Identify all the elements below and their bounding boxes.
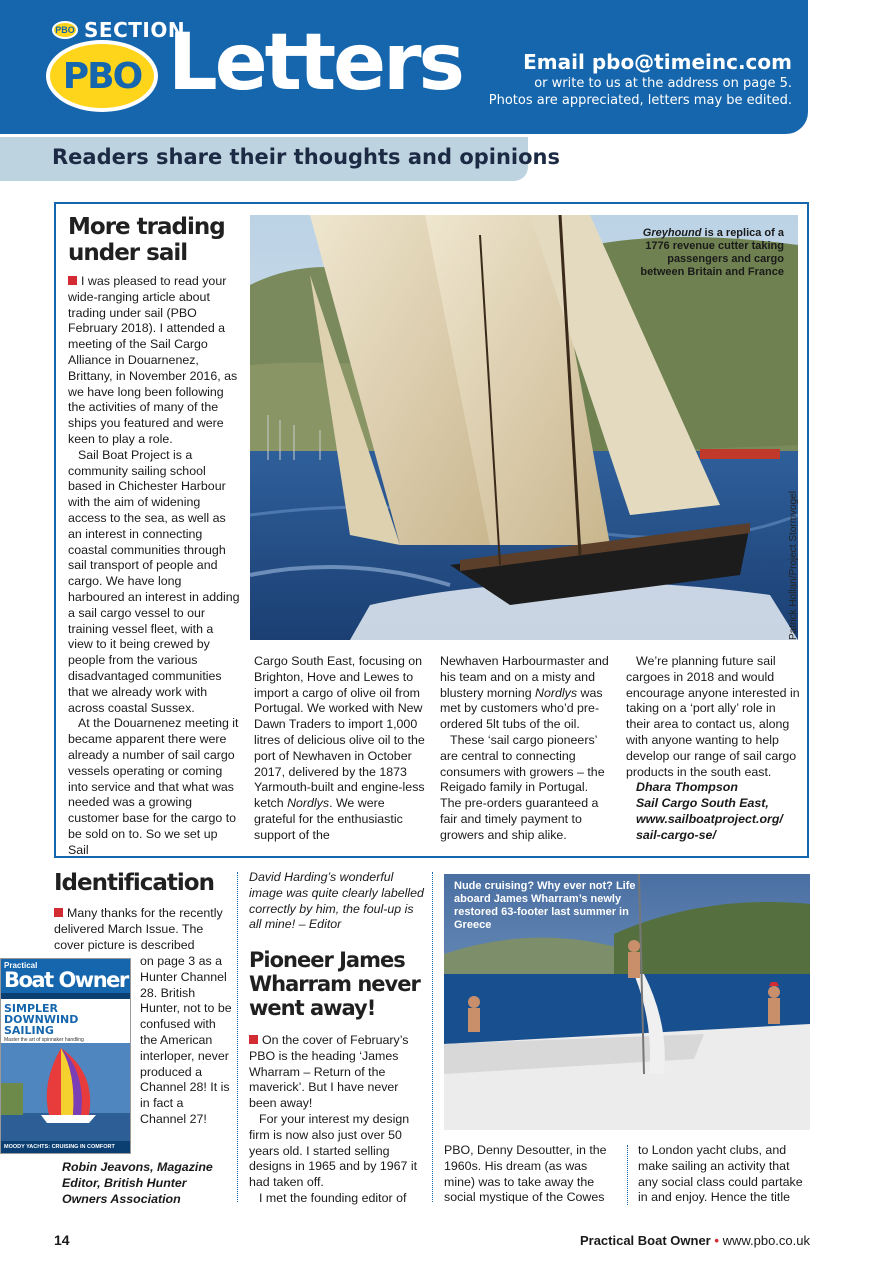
article-column: PBO, Denny Desoutter, in the 1960s. His dream (as was mine) was to take away the social mystique of the Cowes [444,1143,607,1205]
magazine-cover-image [0,958,131,1154]
article-column-4 [626,654,802,844]
greyhound-photo [250,215,798,640]
letter-headline: More trading under sail [68,214,225,266]
section-subheading [0,137,560,181]
section-tag [52,18,185,42]
signature: Robin Jeavons, Magazine Editor, British Hunter Owners Association [62,1160,213,1206]
subheading-text: Readers share their thoughts and opinions [52,145,560,169]
letter-headline: Pioneer James Wharram never went away! [249,948,420,1020]
paragraph: Cargo South East, focusing on Brighton, Hove and Lewes to import a cargo of olive oil from Portugal. We worked with New Dawn Traders to import 1,000 litres of delicious olive oil to the port of Newhaven in October 2017, delivered by the 1873 Yarmouth-built and engine-less ketch Nordlys. We were grateful for the enthusiastic support of the [254,654,425,842]
bullet-square-icon [54,908,63,917]
footer-magazine [580,1233,810,1248]
page-title: Letters [168,18,462,108]
paragraph: Newhaven Harbourmaster and his team and on a misty and blustery morning Nordlys was met by customers who’d pre-ordered 5lt tubs of the oil. [440,654,609,732]
signature-org: Sail Cargo South East, [636,796,769,811]
bullet-square-icon [68,276,77,285]
cover-subline: Master the art of spinnaker handling [4,1037,84,1043]
cover-footer: MOODY YACHTS: CRUISING IN COMFORT [1,1141,131,1153]
paragraph: On the cover of February’s PBO is the heading ‘James Wharram – Return of the maverick’. But I have never been away! [249,1033,409,1111]
website-url: www.pbo.co.uk [722,1233,810,1248]
article-column-1 [68,274,240,858]
photo-caption: Nude cruising? Why ever not? Life aboard James Wharram’s newly restored 63-footer last summer in Greece [454,880,636,931]
paragraph: For your interest my design firm is now also just over 50 years old. I started selling designs in 1965 and by 1967 it had taken off. [249,1111,418,1190]
spinnaker-boat-image [1,1043,131,1141]
pbo-mini-logo: PBO [52,21,78,39]
column-divider [237,872,238,1202]
paragraph: Sail Boat Project is a community sailing school based in Chichester Harbour with the aim of widening access to the sea, as well as an interest in connecting coastal communities through sail transport of people and cargo. We have long harboured an interest in adding a sail cargo vessel to our training vessel fleet, with a view to it being crewed by people from the various disadvantaged communities that we already work with across coastal Sussex. [68,447,240,715]
paragraph: We’re planning future sail cargoes in 2018 and would encourage anyone interested in taking on a ‘port ally’ role in their area to contact us, along with anyone wanting to help develop our range of sail cargo products in the south east. [626,654,800,779]
article-column: to London yacht clubs, and make sailing an activity that any social class could partake in and enjoy. Hence the title [638,1143,803,1205]
signature-name: Dhara Thompson [636,780,738,795]
section-header [0,0,808,134]
photos-note: Photos are appreciated, letters may be edited. [488,93,792,108]
featured-letter-box [54,202,809,858]
photo-caption: Greyhound is a replica of a 1776 revenue cutter taking passengers and cargo between Britain and France [640,227,784,278]
page-number: 14 [54,1232,70,1248]
cover-headline: SIMPLER DOWNWIND SAILING [4,1002,79,1037]
catamaran-photo [444,874,810,1130]
signature-url-2: sail-cargo-se/ [636,827,716,842]
column-divider [627,1145,628,1205]
cover-masthead: Practical Boat Owner [1,959,130,993]
letter-headline: Identification [54,870,214,896]
bullet-square-icon [249,1035,258,1044]
signature-url: www.sailboatproject.org/ [636,811,783,826]
section-label: SECTION [84,18,186,42]
footer-bullet: • [714,1233,719,1248]
article-column [249,1033,421,1207]
magazine-name: Practical Boat Owner [579,1233,711,1248]
photo-credit: Patrick Hollan/Project Stormvogel [788,491,799,640]
article-column-3 [440,654,612,844]
editor-note: David Harding’s wonderful image was quite clearly labelled correctly by him, the foul-up is all mine! – Editor [249,870,424,932]
paragraph: These ‘sail cargo pioneers’ are central to connecting consumers with growers – the Reigado family in Portugal. The pre-orders guaranteed a fair and timely payment to growers and ship alike. [440,732,605,842]
paragraph: I was pleased to read your wide-ranging article about trading under sail (PBO February 2018). I attended a meeting of the Sail Cargo Alliance in Douarnenez, Brittany, in November 2016, as we have long been following the activities of many of the ships you featured and were keen to play a role. [68,274,238,446]
column-divider [432,872,433,1202]
contact-address-note: or write to us at the address on page 5. [534,76,792,91]
paragraph: I met the founding editor of [259,1190,407,1205]
paragraph: Many thanks for the recently delivered March Issue. The cover picture is described [54,906,223,952]
paragraph: At the Douarnenez meeting it became apparent there were already a number of sail cargo vessels operating or coming into service and that what was needed was a growing customer base for the cargo to be sold on to. So we set up Sail [68,716,239,857]
paragraph: on page 3 as a Hunter Channel 28. British Hunter, not to be confused with the American interloper, never produced a Channel 28! It is in fact a Channel 27! [140,954,232,1126]
contact-email: Email pbo@timeinc.com [523,50,792,74]
pbo-logo: PBO [46,40,158,112]
article-column-2 [254,654,426,844]
